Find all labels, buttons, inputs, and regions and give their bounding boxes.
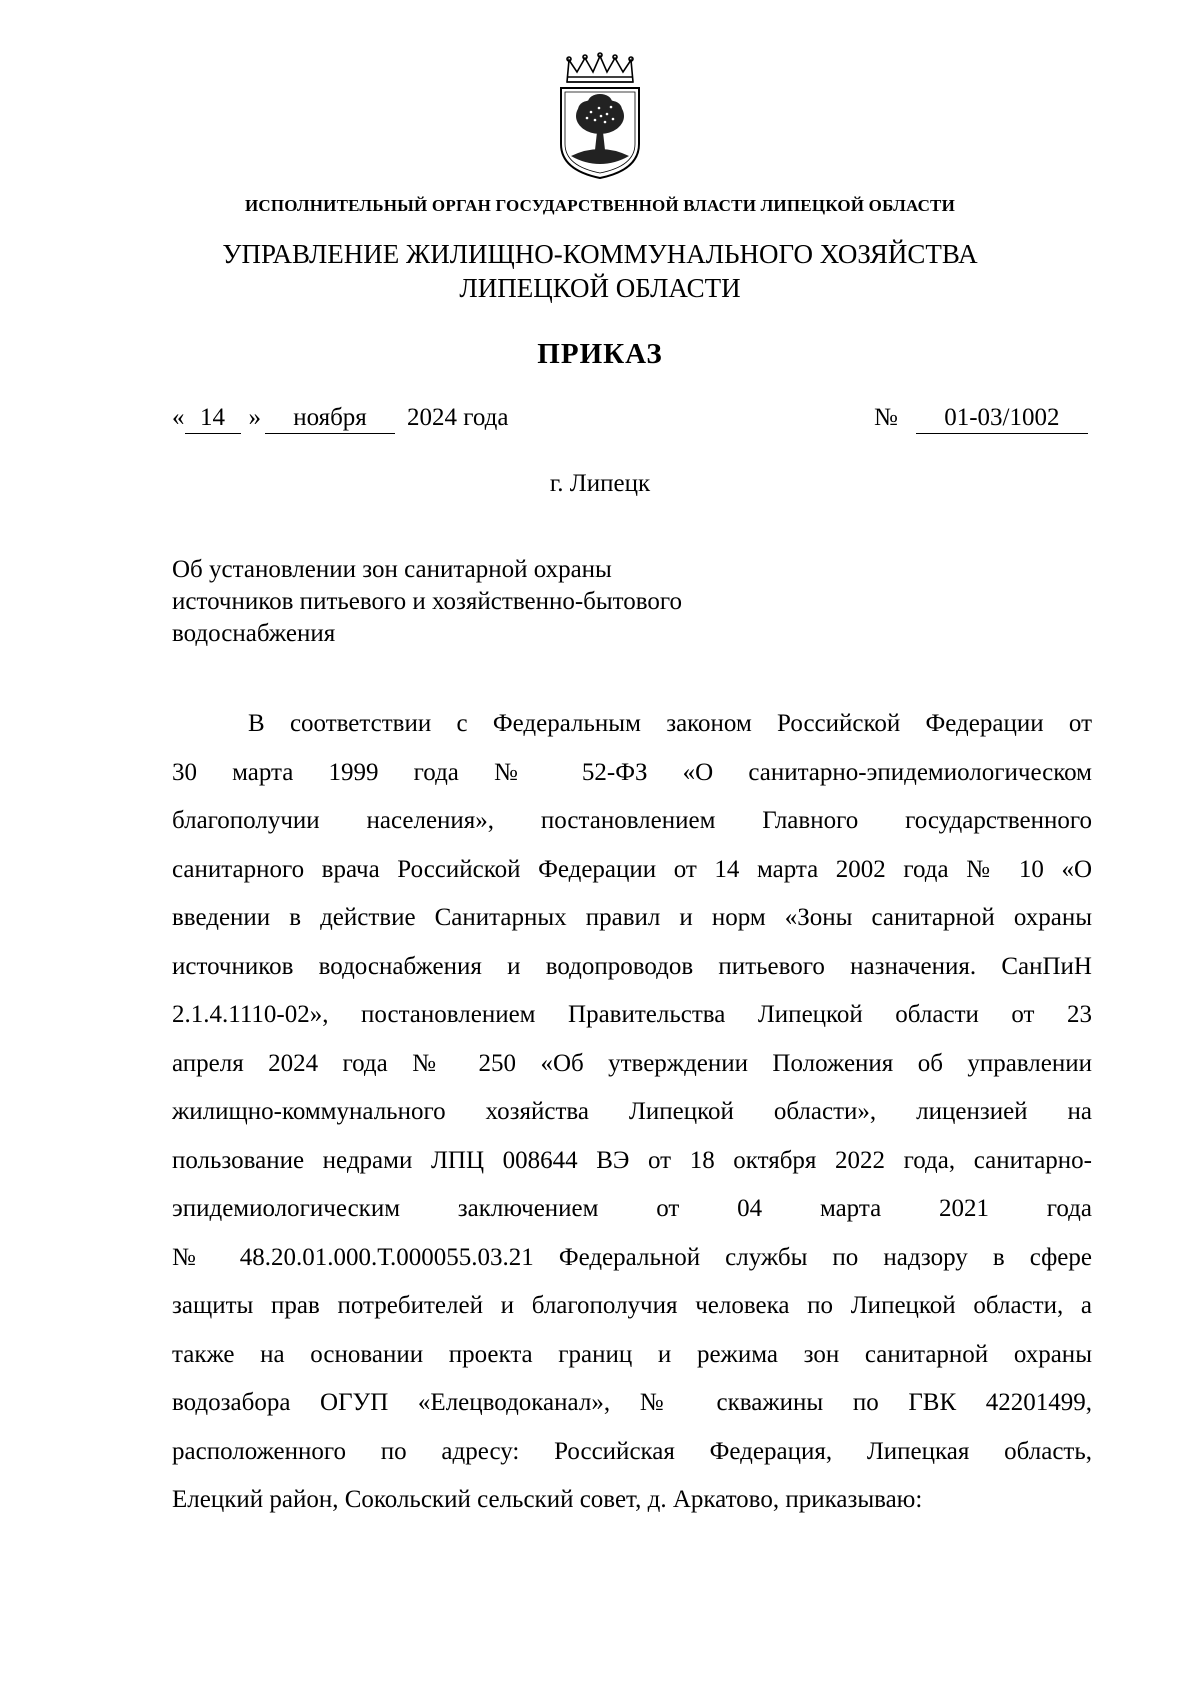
body-line: введении в действие Санитарных правил и норм «Зоны санитарной охраны [172,904,1092,931]
body-line: апреля 2024 года № 250 «Об утверждении Положения об управлении [172,1049,1092,1077]
subject-line: Об установлении зон санитарной охраны [172,556,612,583]
body-line: 30 марта 1999 года № 52-ФЗ «О санитарно-эпидемиологическом [172,758,1092,786]
subject-line: источников питьевого и хозяйственно-бытового [172,588,683,615]
body-line: пользование недрами ЛПЦ 008644 ВЭ от 18 октября 2022 года, санитарно- [172,1146,1092,1174]
org-name: ИСПОЛНИТЕЛЬНЫЙ ОРГАН ГОСУДАРСТВЕННОЙ ВЛАСТИ ЛИПЕЦКОЙ ОБЛАСТИ [244,196,956,215]
city: г. Липецк [549,470,651,497]
date-year: 2024 года [407,404,509,431]
number-value: 01-03/1002 [916,403,1088,434]
department-name-line1: УПРАВЛЕНИЕ ЖИЛИЩНО-КОММУНАЛЬНОГО ХОЗЯЙСТВА [222,239,978,269]
document-body [172,700,1092,1525]
document-date [172,402,508,434]
body-line: расположенного по адресу: Российская Федерация, Липецкая область, [172,1437,1092,1465]
subject-line: водоснабжения [172,620,336,647]
number-label: № [874,404,898,431]
date-month: ноября [265,403,395,434]
body-line: жилищно-коммунального хозяйства Липецкой области», лицензией на [172,1098,1092,1125]
lipetsk-coat-of-arms-icon [555,52,645,180]
body-line: 2.1.4.1110-02», постановлением Правительства Липецкой области от 23 [172,1001,1092,1028]
document-type-title: ПРИКАЗ [537,338,663,370]
date-open-quote: « [172,404,185,431]
body-line: Елецкий район, Сокольский сельский совет, д. Аркатово, приказываю: [172,1486,923,1513]
body-line: В соответствии с Федеральным законом Российской Федерации от [248,710,1092,737]
date-day: 14 [185,403,241,434]
body-line: водозабора ОГУП «Елецводоканал», № скважины по ГВК 42201499, [172,1389,1092,1416]
body-line: также на основании проекта границ и режима зон санитарной охраны [172,1340,1092,1368]
document-number [874,402,1088,434]
date-close-quote: » [248,404,261,431]
document-subject [172,554,682,650]
department-name-line2: ЛИПЕЦКОЙ ОБЛАСТИ [459,273,741,303]
body-line: благополучии населения», постановлением Главного государственного [172,807,1092,834]
body-line: источников водоснабжения и водопроводов питьевого назначения. СанПиН [172,952,1092,980]
body-line: защиты прав потребителей и благополучия человека по Липецкой области, а [172,1292,1092,1319]
body-line: № 48.20.01.000.Т.000055.03.21 Федеральной службы по надзору в сфере [172,1243,1092,1271]
body-line: эпидемиологическим заключением от 04 марта 2021 года [172,1195,1092,1222]
body-line: санитарного врача Российской Федерации от 14 марта 2002 года № 10 «О [172,855,1092,883]
